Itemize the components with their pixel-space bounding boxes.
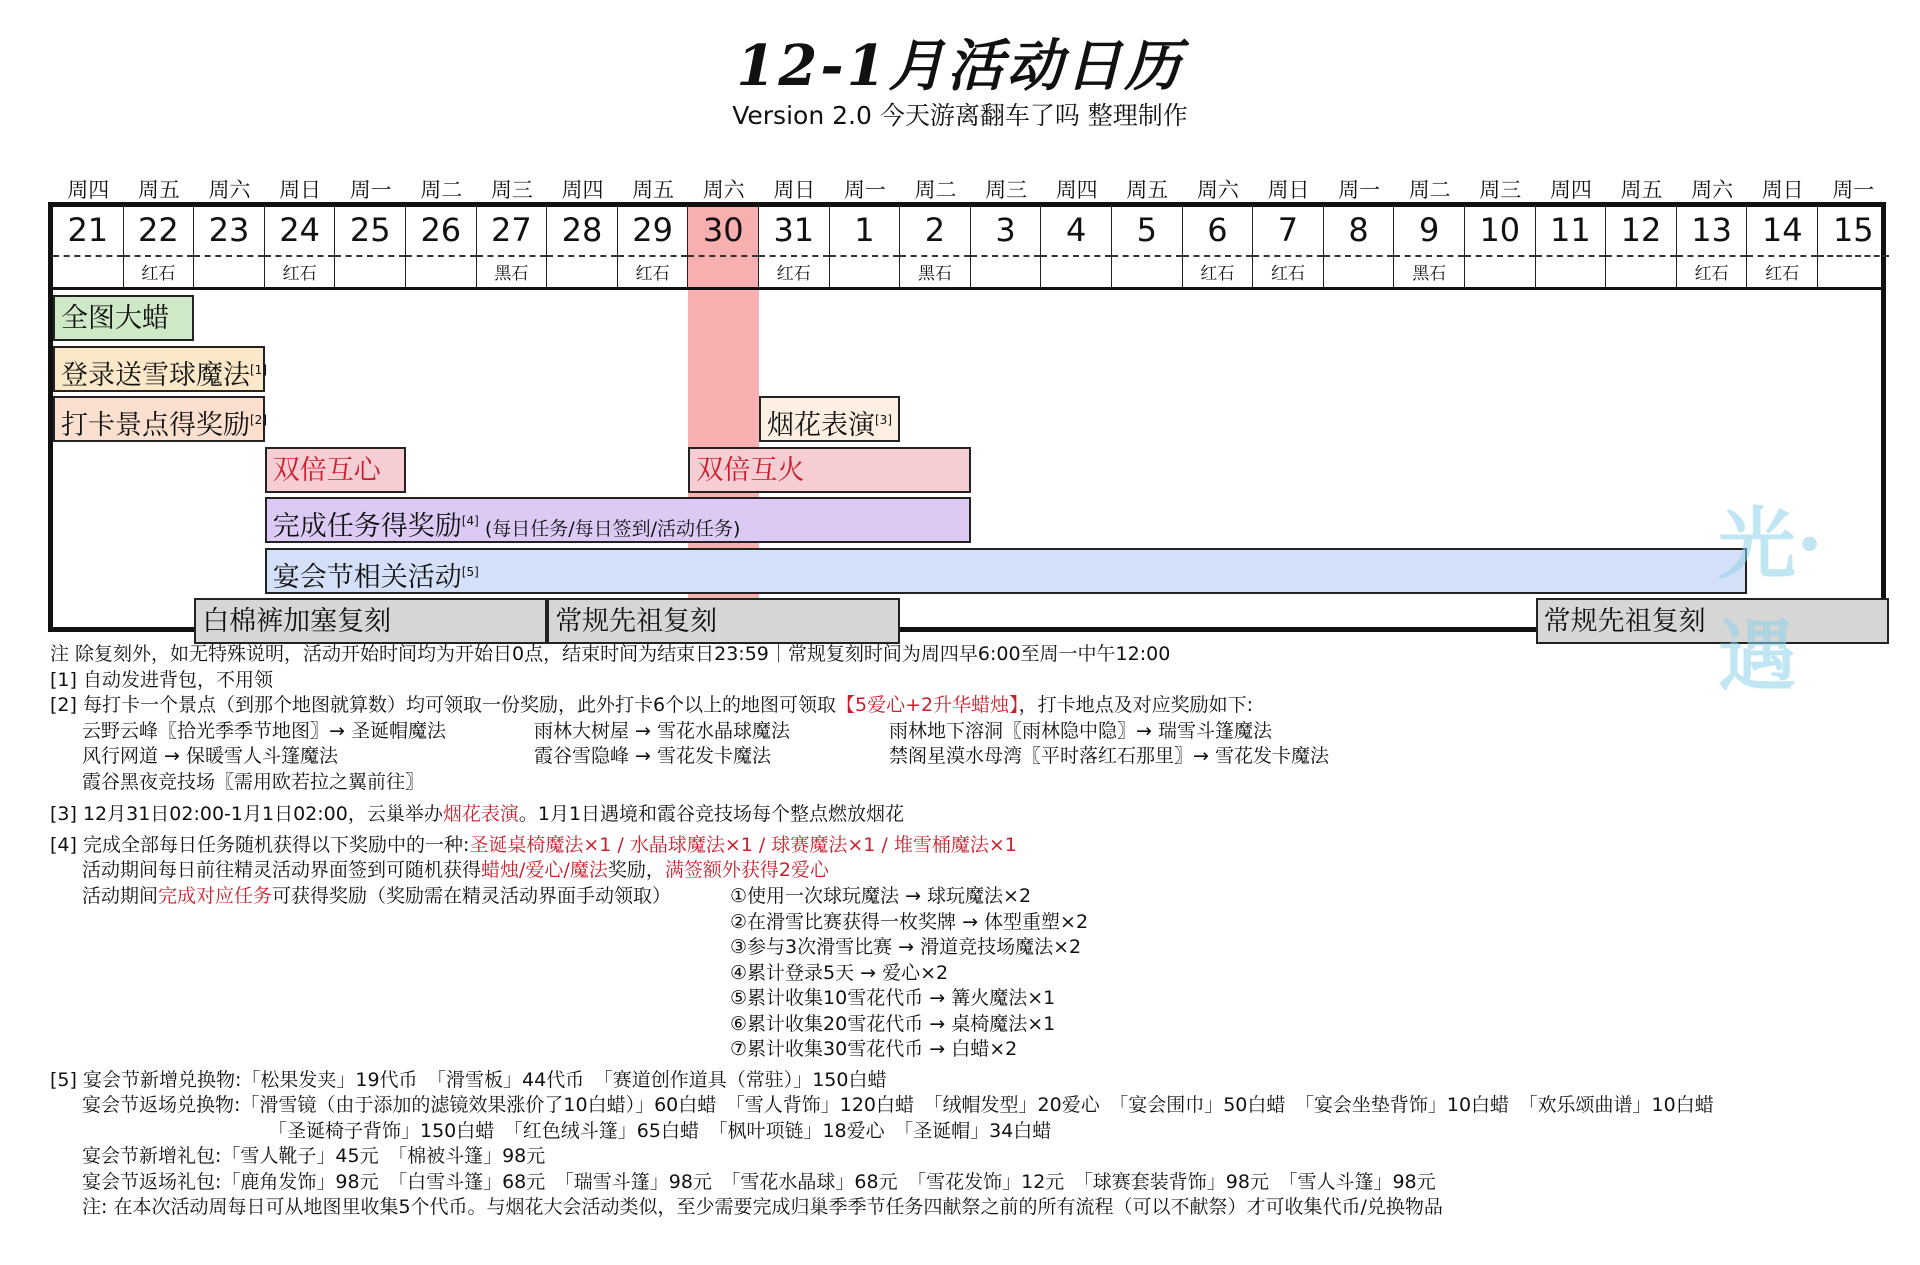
- task-item: ③参与3次滑雪比赛 → 滑道竞技场魔法×2: [730, 936, 1082, 958]
- day-number: 7: [1277, 211, 1299, 249]
- event-footnote-ref: [4]: [461, 514, 479, 528]
- day-number: 3: [995, 211, 1016, 249]
- weekday-label: 周四: [1055, 178, 1098, 202]
- day-divider: [406, 255, 476, 257]
- day-number: 28: [561, 211, 603, 249]
- day-stone-tag: 黑石: [917, 264, 952, 284]
- weekday-label: 周四: [561, 178, 604, 202]
- day-number: 31: [773, 211, 815, 249]
- weekday-label: 周日: [773, 178, 816, 202]
- day-cell: [1536, 207, 1607, 289]
- weekday-label: 周六: [1691, 178, 1734, 202]
- weekday-label: 周四: [1549, 178, 1592, 202]
- event-bar: [53, 396, 265, 442]
- day-cell: [1041, 207, 1112, 289]
- day-divider: [1536, 255, 1606, 257]
- day-stone-tag: 红石: [1200, 264, 1235, 284]
- event-label: 登录送雪球魔法: [61, 359, 250, 391]
- game-logo-watermark: 光·遇: [1718, 499, 1824, 702]
- weekday-label: 周一: [1832, 178, 1875, 202]
- day-cell: [1183, 207, 1254, 289]
- event-bar: [759, 396, 900, 442]
- day-number: 22: [138, 211, 179, 249]
- day-divider: [1324, 255, 1394, 257]
- day-cell: [688, 207, 759, 289]
- note-5-return-pack: 宴会节返场礼包:「鹿角发饰」98元 「白雪斗篷」68元 「瑞雪斗篷」98元 「雪花水晶球」68元 「雪花发饰」12元 「球赛套装背饰」98元 「雪人斗篷」98元: [82, 1170, 1436, 1193]
- day-stone-tag: 红石: [776, 264, 811, 284]
- event-label: 双倍互火: [696, 454, 805, 486]
- day-cell: [1747, 207, 1818, 289]
- day-number: 1: [854, 211, 875, 249]
- event-detail: (每日任务/每日签到/活动任务): [478, 518, 741, 540]
- day-stone-tag: 红石: [1765, 264, 1800, 284]
- day-cell: [194, 207, 265, 289]
- day-divider: [618, 255, 688, 257]
- task-item: ⑦累计收集30雪花代币 → 白蜡×2: [730, 1038, 1018, 1060]
- day-divider: [830, 255, 900, 257]
- day-number: 15: [1832, 211, 1874, 249]
- day-number: 6: [1207, 211, 1228, 249]
- day-cell: [406, 207, 477, 289]
- day-number: 11: [1550, 211, 1591, 249]
- day-divider: [1253, 255, 1323, 257]
- weekday-label: 周一: [1338, 178, 1381, 202]
- weekday-label: 周三: [490, 178, 533, 202]
- note-4-line-2: 活动期间每日前往精灵活动界面签到可随机获得蜡烛/爱心/魔法奖励，满签额外获得2爱心: [82, 859, 829, 881]
- day-number: 26: [420, 211, 462, 249]
- day-divider: [1606, 255, 1676, 257]
- event-label: 打卡景点得奖励: [61, 410, 250, 441]
- weekday-label: 周六: [702, 178, 745, 202]
- day-stone-tag: 黑石: [494, 264, 529, 284]
- day-cell: [124, 207, 195, 289]
- event-bar: [265, 548, 1748, 594]
- day-divider: [124, 255, 194, 257]
- event-label: 烟花表演: [767, 410, 875, 441]
- task-item: ①使用一次球玩魔法 → 球玩魔法×2: [730, 885, 1032, 907]
- day-divider: [547, 255, 617, 257]
- event-label: 全图大蜡: [61, 303, 169, 334]
- day-divider: [477, 255, 547, 257]
- day-divider: [1818, 255, 1889, 257]
- day-divider: [759, 255, 829, 257]
- day-divider: [335, 255, 405, 257]
- day-number: 30: [702, 211, 744, 249]
- day-divider: [1394, 255, 1464, 257]
- day-number: 24: [279, 211, 320, 249]
- weekday-label: 周日: [1761, 178, 1804, 202]
- note-2-row-3: 霞谷黑夜竞技场〖需用欧若拉之翼前往〗: [82, 770, 425, 793]
- event-bar: [53, 346, 265, 392]
- day-cell: [1324, 207, 1395, 289]
- day-cell: [1253, 207, 1324, 289]
- weekday-label: 周二: [1408, 178, 1451, 202]
- weekday-label: 周三: [1479, 178, 1522, 202]
- note-4-line-3: 活动期间完成对应任务可获得奖励（奖励需在精灵活动界面手动领取）: [82, 884, 672, 907]
- day-cell: [759, 207, 830, 289]
- weekday-label: 周六: [208, 178, 251, 202]
- note-general: 注 除复刻外，如无特殊说明，活动开始时间均为开始日0点，结束时间为结束日23:59｜常规复刻时间为周四早6:00至周一中午12:00: [50, 643, 1171, 665]
- weekday-label: 周四: [67, 178, 110, 202]
- day-number: 27: [491, 211, 532, 249]
- note-5-remark: 注: 在本次活动周每日可从地图里收集5个代币。与烟花大会活动类似，至少需要完成归巢季季节任务四献祭之前的所有流程（可以不献祭）才可收集代币/兑换物品: [82, 1196, 1443, 1218]
- event-footnote-ref: [5]: [461, 564, 479, 579]
- weekday-label: 周一: [349, 178, 392, 202]
- event-bar: [688, 447, 970, 493]
- day-stone-tag: 红石: [282, 264, 317, 284]
- day-number: 9: [1419, 211, 1440, 249]
- day-cell: [830, 207, 901, 289]
- task-item: ②在滑雪比赛获得一枚奖牌 → 体型重塑×2: [730, 910, 1089, 933]
- day-number: 13: [1691, 211, 1732, 249]
- day-divider: [1747, 255, 1817, 257]
- weekday-label: 周五: [632, 178, 675, 202]
- day-cell: [900, 207, 971, 289]
- weekday-label: 周三: [985, 178, 1028, 202]
- event-label: 宴会节相关活动: [272, 561, 462, 593]
- note-2-row-1: 云野云峰〖拾光季季节地图〗→ 圣诞帽魔法 雨林大树屋 → 雪花水晶球魔法 雨林地下溶洞〖雨林隐中隐〗→ 瑞雪斗篷魔法: [82, 719, 1272, 742]
- day-number: 10: [1479, 211, 1521, 249]
- event-label: 白棉裤加塞复刻: [202, 606, 392, 637]
- day-number: 2: [924, 211, 946, 249]
- day-divider: [1465, 255, 1535, 257]
- day-number: 12: [1620, 211, 1662, 249]
- day-number: 23: [208, 211, 250, 249]
- day-number: 29: [632, 211, 673, 249]
- weekday-label: 周二: [420, 178, 463, 202]
- day-number: 5: [1136, 211, 1157, 249]
- day-cell: [971, 207, 1042, 289]
- day-stone-tag: 红石: [635, 264, 670, 284]
- day-cell: [1606, 207, 1677, 289]
- event-footnote-ref: [2]: [250, 413, 267, 427]
- day-cell: [547, 207, 618, 289]
- weekday-label: 周二: [914, 178, 957, 202]
- day-cell: [1818, 207, 1889, 289]
- event-bar: [194, 598, 547, 644]
- day-divider: [194, 255, 264, 257]
- day-number: 25: [349, 211, 391, 249]
- day-number: 4: [1066, 211, 1087, 249]
- note-5: [5] 宴会节新增兑换物:「松果发夹」19代币 「滑雪板」44代币 「赛道创作道具（常驻）」150白蜡: [50, 1068, 887, 1091]
- day-divider: [1183, 255, 1253, 257]
- day-cell: [1394, 207, 1465, 289]
- event-label: 常规先祖复刻: [555, 606, 718, 637]
- event-footnote-ref: [3]: [875, 413, 892, 427]
- day-stone-tag: 红石: [1694, 264, 1729, 284]
- weekday-label: 周六: [1196, 178, 1239, 202]
- footnotes: [50, 642, 1890, 1221]
- day-cell: [1677, 207, 1748, 289]
- day-cell: [1112, 207, 1183, 289]
- day-stone-tag: 红石: [141, 264, 176, 284]
- weekday-label: 周日: [1267, 178, 1310, 202]
- event-bar: [53, 295, 194, 341]
- task-item: ④累计登录5天 → 爱心×2: [730, 961, 949, 984]
- day-divider: [900, 255, 970, 257]
- event-bar: [265, 447, 406, 493]
- event-label: 完成任务得奖励: [272, 511, 462, 542]
- day-stone-tag: 黑石: [1412, 264, 1447, 284]
- weekday-label: 周一: [843, 178, 886, 202]
- task-item: ⑥累计收集20雪花代币 → 桌椅魔法×1: [730, 1012, 1056, 1035]
- day-cell: [335, 207, 406, 289]
- day-number: 21: [67, 211, 109, 249]
- day-divider: [265, 255, 335, 257]
- day-stone-tag: 红石: [1270, 264, 1305, 284]
- day-number: 14: [1761, 211, 1803, 249]
- weekday-label: 周五: [1126, 178, 1169, 202]
- day-cell: [618, 207, 689, 289]
- task-list: [50, 884, 1890, 1063]
- weekday-label: 周日: [279, 178, 322, 202]
- event-label: 双倍互心: [272, 454, 381, 486]
- day-divider: [971, 255, 1041, 257]
- day-row-divider: [53, 287, 1881, 290]
- task-item: ⑤累计收集10雪花代币 → 篝火魔法×1: [730, 987, 1056, 1009]
- note-4: [4] 完成全部每日任务随机获得以下奖励中的一种:圣诞桌椅魔法×1 / 水晶球魔法×1 / 球赛魔法×1 / 堆雪桶魔法×1: [50, 833, 1017, 856]
- day-divider: [688, 255, 758, 257]
- day-divider: [1112, 255, 1182, 257]
- event-footnote-ref: [1]: [250, 362, 267, 377]
- note-2-row-2: 风行网道 → 保暖雪人斗篷魔法 霞谷雪隐峰 → 雪花发卡魔法 禁阁星漠水母湾〖平时落红石那里〗→ 雪花发卡魔法: [82, 745, 1329, 767]
- day-divider: [1677, 255, 1747, 257]
- event-label: 常规先祖复刻: [1543, 606, 1706, 637]
- day-divider: [53, 255, 123, 257]
- note-5-new-pack: 宴会节新增礼包:「雪人靴子」45元 「棉被斗篷」98元: [82, 1145, 546, 1167]
- day-cell: [1465, 207, 1536, 289]
- note-5-return-exchange-2: 「圣诞椅子背饰」150白蜡 「红色绒斗篷」65白蜡 「枫叶项链」18爱心 「圣诞帽」34白蜡: [268, 1119, 1052, 1142]
- note-2: [2] 每打卡一个景点（到那个地图就算数）均可领取一份奖励，此外打卡6个以上的地图可领取【5爱心+2升华蜡烛】，打卡地点及对应奖励如下:: [50, 694, 1254, 716]
- day-number: 8: [1348, 211, 1369, 249]
- note-1: [1] 自动发进背包，不用领: [50, 668, 273, 691]
- day-cell: [53, 207, 124, 289]
- page-title: 12-1月活动日历: [736, 33, 1184, 99]
- page-subtitle: Version 2.0 今天游离翻车了吗 整理制作: [732, 101, 1188, 130]
- weekday-label: 周五: [1620, 178, 1663, 202]
- event-bar: [547, 598, 900, 644]
- day-divider: [1041, 255, 1111, 257]
- day-cell: [265, 207, 336, 289]
- day-cell: [477, 207, 548, 289]
- note-5-return-exchange: 宴会节返场兑换物:「滑雪镜（由于添加的滤镜效果涨价了10白蜡）」60白蜡 「雪人背饰」120白蜡 「绒帽发型」20爱心 「宴会围巾」50白蜡 「宴会坐垫背饰」10白蜡 「欢乐颂曲谱」10白蜡: [82, 1094, 1714, 1116]
- weekday-label: 周五: [137, 178, 180, 202]
- event-bar: [265, 497, 971, 543]
- note-3: [3] 12月31日02:00-1月1日02:00，云巢举办烟花表演。1月1日遇境和霞谷竞技场每个整点燃放烟花: [50, 803, 905, 825]
